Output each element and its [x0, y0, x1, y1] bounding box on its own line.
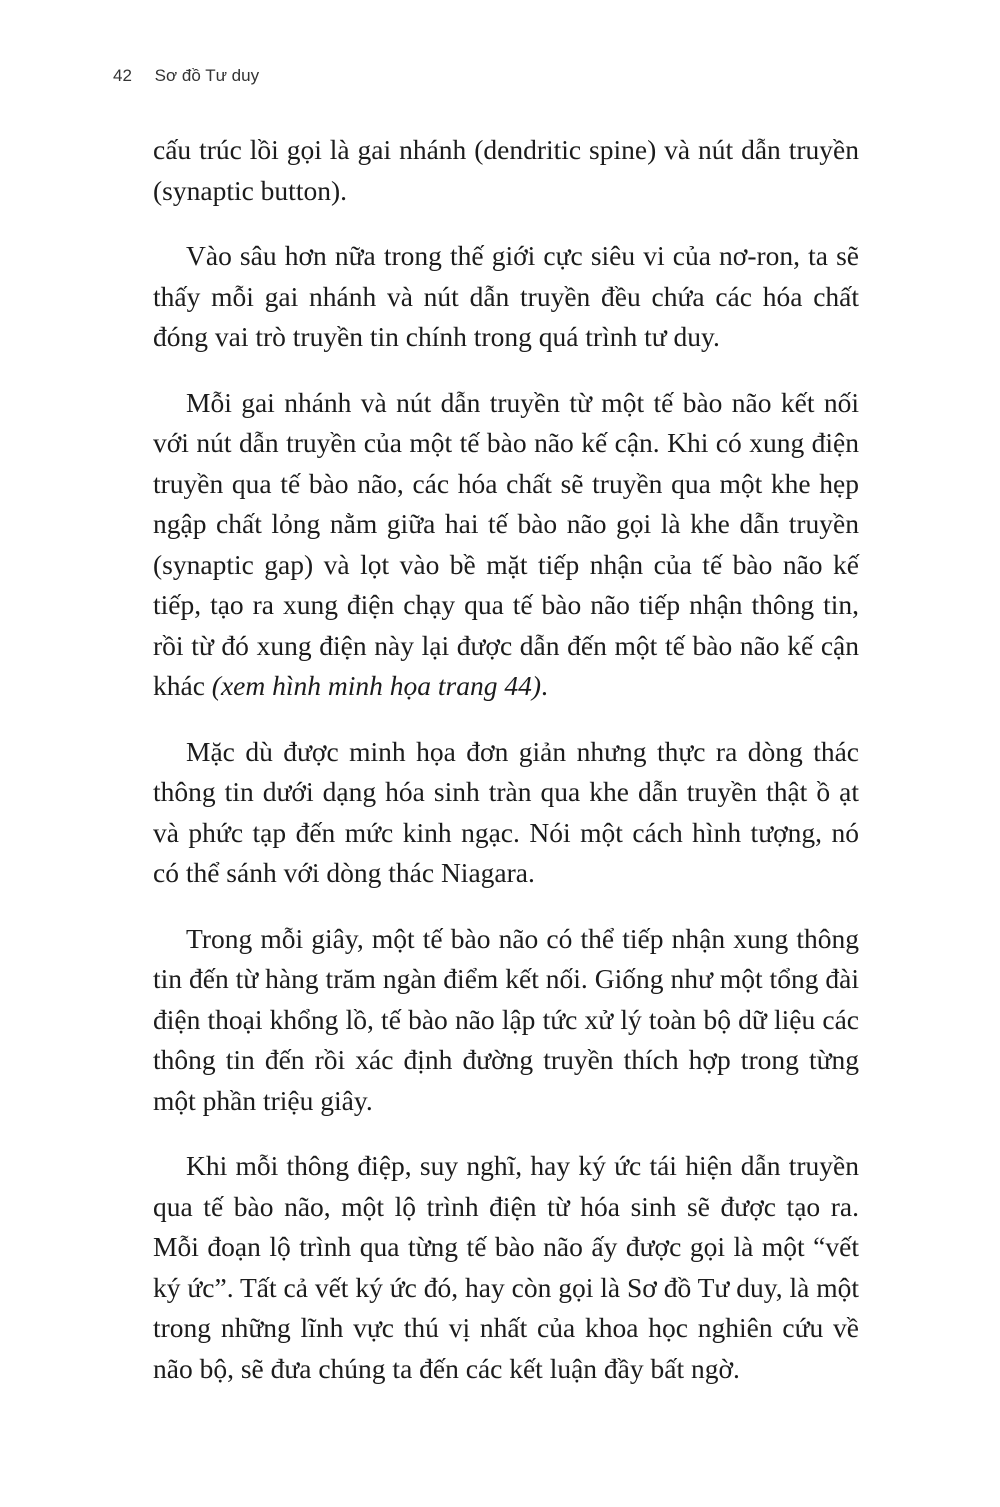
running-header	[113, 66, 259, 86]
paragraph-3	[153, 383, 859, 707]
paragraph-1	[153, 130, 859, 211]
page-number: 42	[113, 66, 132, 85]
paragraph-5-text: Trong mỗi giây, một tế bào não có thể tiếp nhận xung thông tin đến từ hàng trăm ngàn điểm kết nối. Giống như một tổng đài điện thoại khổng lồ, tế bào não lập tức xử lý toàn bộ dữ liệu các thông tin đến rồi xác định đường truyền thích hợp trong từng một phần triệu giây.	[153, 922, 859, 1116]
paragraph-2	[153, 236, 859, 358]
paragraph-4-text: Mặc dù được minh họa đơn giản nhưng thực ra dòng thác thông tin dưới dạng hóa sinh tràn qua khe dẫn truyền thật ồ ạt và phức tạp đến mức kinh ngạc. Nói một cách hình tượng, nó có thể sánh với dòng thác Niagara.	[153, 735, 859, 888]
paragraph-1-text: cấu trúc lồi gọi là gai nhánh (dendritic spine) và nút dẫn truyền (synaptic button).	[153, 134, 859, 206]
paragraph-6-text: Khi mỗi thông điệp, suy nghĩ, hay ký ức tái hiện dẫn truyền qua tế bào não, một lộ trình điện từ hóa sinh sẽ được tạo ra. Mỗi đoạn lộ trình qua từng tế bào não ấy được gọi là một “vết ký ức”. Tất cả vết ký ức đó, hay còn gọi là Sơ đồ Tư duy, là một trong những lĩnh vực thú vị nhất của khoa học nghiên cứu về não bộ, sẽ đưa chúng ta đến các kết luận đầy bất ngờ.	[153, 1150, 859, 1384]
paragraph-5	[153, 919, 859, 1122]
paragraph-4	[153, 732, 859, 894]
paragraph-3-text: Mỗi gai nhánh và nút dẫn truyền từ một tế bào não kết nối với nút dẫn truyền của một tế bào não kế cận. Khi có xung điện truyền qua tế bào não, các hóa chất sẽ truyền qua một khe hẹp ngập chất lỏng nằm giữa hai tế bào não gọi là khe dẫn truyền (synaptic gap) và lọt vào bề mặt tiếp nhận của tế bào não kế tiếp, tạo ra xung điện chạy qua tế bào não tiếp nhận thông tin, rồi từ đó xung điện này lại được dẫn đến một tế bào não kế cận khác	[153, 386, 859, 701]
running-title: Sơ đồ Tư duy	[154, 66, 260, 85]
paragraph-6	[153, 1146, 859, 1389]
figure-reference: (xem hình minh họa trang 44)	[211, 670, 541, 701]
paragraph-2-text: Vào sâu hơn nữa trong thế giới cực siêu vi của nơ-ron, ta sẽ thấy mỗi gai nhánh và nút dẫn truyền đều chứa các hóa chất đóng vai trò truyền tin chính trong quá trình tư duy.	[153, 240, 859, 352]
body-text	[153, 130, 859, 1414]
paragraph-3-end: .	[541, 670, 548, 701]
